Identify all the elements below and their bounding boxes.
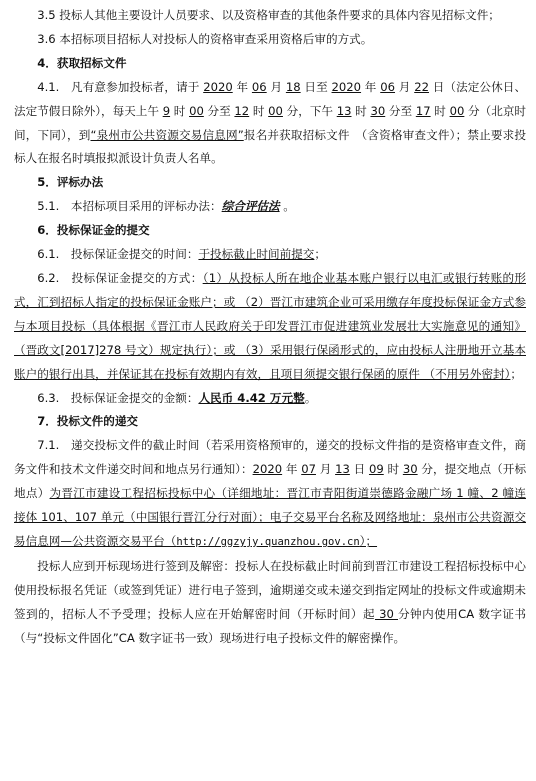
platform-url: http://ggzyjy.quanzhou.gov.cn — [176, 535, 360, 548]
bond-amount: 人民币 4.42 万元整 — [198, 390, 305, 405]
heading-4-obtain-documents: 4．获取招标文件 — [37, 55, 127, 70]
clause-3-5: 3.5 投标人其他主要设计人员要求、以及资格审查的其他条件要求的具体内容见招标文件； — [37, 8, 500, 22]
heading-6-bid-bond: 6．投标保证金的提交 — [37, 223, 150, 238]
registration-site: “泉州市公共资源交易信息网” — [90, 127, 244, 142]
clause-6-3: 6.3. 投标保证金提交的金额：人民币 4.42 万元整。 — [37, 390, 317, 405]
clause-4-1: 4.1. 凡有意参加投标者，请于 2020 年 06 月 18 日至 2020 年 06 月 22 日（法定公休日、法定节假日除外），每天上午 9 时 00 分至 12 时 00 分，下午 13 时 30 分至 17 时 00 分（北京时间，下同），到“泉州市公共资源交易信息网”报名并获取招标文件 （含资格审查文件）；禁止要求投标人在报名时填报拟派设计负责人名单。 — [14, 79, 527, 166]
heading-7-submission: 7．投标文件的递交 — [37, 414, 139, 429]
clause-6-2: 6.2. 投标保证金提交的方式：（1）从投标人所在地企业基本账户银行以电汇或银行转账的形式，汇到招标人指定的投标保证金账户；或 （2）晋江市建筑企业可采用缴存年度投标保证金方式参与本项目投标（具体根据《晋江市人民政府关于印发晋江市促进建筑业发展壮大实施意见的通知》（晋政文[2017]278 号文）规定执行）；或 （3）采用银行保函形式的，应由投标人注册地开立基本账户的银行出具，并保证其在投标有效期内有效，且项目须提交银行保函的原件 （不用另外密封）； — [14, 270, 526, 381]
clause-7-1: 7.1. 递交投标文件的截止时间（若采用资格预审的，递交的投标文件指的是资格审查文件，商务文件和技术文件递交时间和地点另行通知）：2020 年 07 月 13 日 09 时 30 分，提交地点（开标地点）为晋江市建设工程招标投标中心（详细地址：晋江市青阳街道崇德路金融广场 1 幢、2 幢连接体 101、107 单元（中国银行晋江分行对面）；电子交易平台名称及网络地址：泉州市公共资源交易信息网—公共资源交易平台（http://ggzyjy.quanzhou.gov.cn）； — [14, 438, 527, 548]
heading-5-evaluation: 5．评标办法 — [37, 175, 104, 190]
clause-3-6: 3.6 本招标项目招标人对投标人的资格审查采用资格后审的方式。 — [37, 31, 373, 46]
evaluation-method: 综合评估法 — [221, 199, 280, 214]
clause-6-1: 6.1. 投标保证金提交的时间：于投标截止时间前提交； — [37, 247, 326, 262]
clause-5-1: 5.1. 本招标项目采用的评标办法：综合评估法 。 — [37, 199, 295, 214]
paragraph-decryption: 投标人应到开标现场进行签到及解密：投标人在投标截止时间前到晋江市建设工程招标投标中心使用投标报名凭证（或签到凭证）进行电子签到，逾期递交或未递交到指定网址的投标文件或逾期未签到的，招标人不予受理；投标人应在开始解密时间（开标时间）起 30 分钟内使用CA 数字证书（与“投标文件固化”CA 数字证书一致）现场进行电子投标文件的解密操作。 — [14, 558, 527, 645]
